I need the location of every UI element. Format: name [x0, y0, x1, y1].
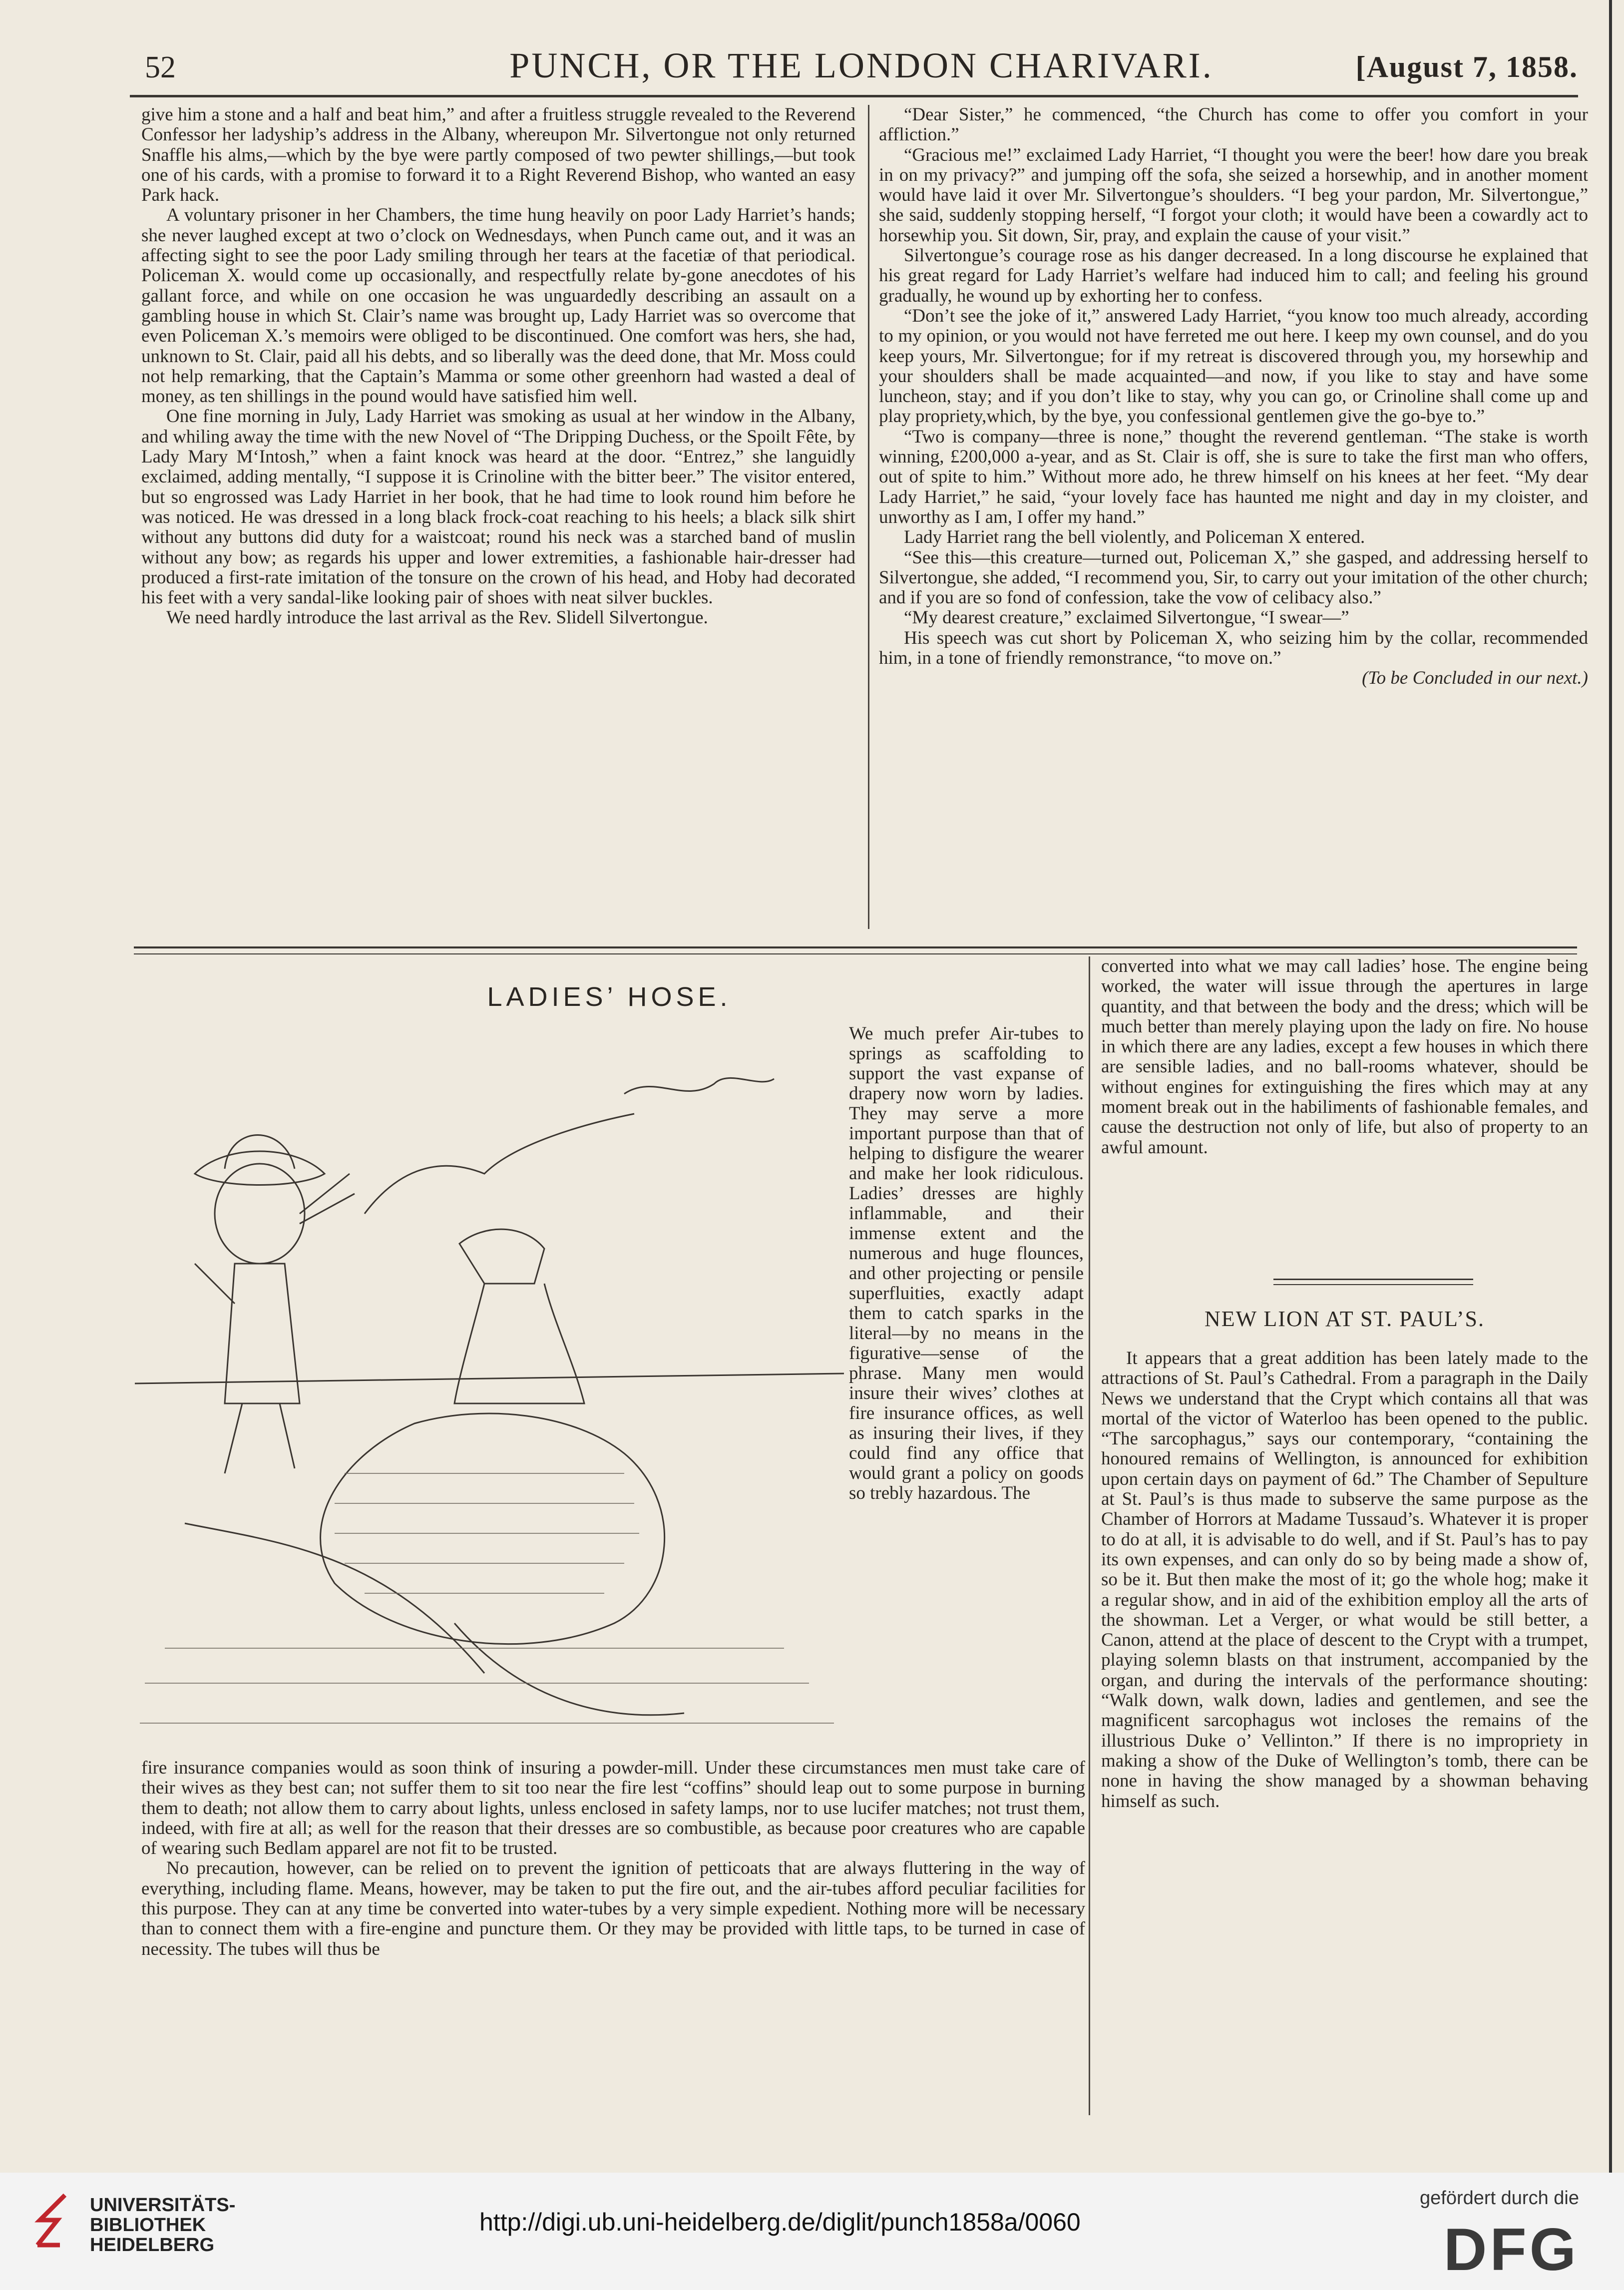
column-divider: [1089, 956, 1090, 2115]
library-name: UNIVERSITÄTS- BIBLIOTHEK HEIDELBERG: [90, 2195, 236, 2256]
permalink-url[interactable]: http://digi.ub.uni-heidelberg.de/diglit/punch1858a/0060: [479, 2208, 1081, 2236]
ladies-hose-conclusion: converted into what we may call ladies’ hose. The engine being worked, the water will issue through the apertures in large quantity, and that between the body and the dress; which will be much better than merely playing upon the lady on fire. No house in which there are any ladies, except a few houses in which there are sensible ladies, and no ball-rooms whatever, should be without engines for extinguishing the fires which may at any moment break out in the habiliments of fashionable females, and cause the destruction not only of life, but also of property to an awful amount.: [1101, 956, 1588, 1158]
ladies-hose-paragraph: fire insurance companies would as soon think of insuring a powder-mill. Under these circumstances men must take care of their wives as they best can; not suffer them to sit too near the fire lest “coffins” should leap out to some purpose in burning them to death; not allow them to carry about lights, unless enclosed in safety lamps, nor to use lucifer matches; not trust them, indeed, with fire at all; as well for the reason that their dresses are so combustible, as because poor creatures who are capable of wearing such Bedlam apparel are not fit to be trusted.: [141, 1758, 1085, 1859]
story-paragraph: Silvertongue’s courage rose as his danger decreased. In a long discourse he explained that his great regard for Lady Harriet’s welfare had induced him to call; and feeling his ground gradually, he wound up by exhorting her to confess.: [879, 245, 1588, 306]
to-be-concluded: (To be Concluded in our next.): [1362, 668, 1588, 689]
column-divider: [868, 105, 869, 929]
new-lion-paragraph: It appears that a great addition has been lately made to the attractions of St. Paul’s Cathedral. From a paragraph in the Daily News we understand that the Crypt which contains all that was mortal of the victor of Waterloo has been opened to the public. “The sarcophagus,” says our contemporary, “containing the honoured remains of Wellington, is announced for exhibition upon certain days on payment of 6d.” The Chamber of Sepulture at St. Paul’s is thus made to subserve the same purpose as the Chamber of Horrors at Madame Tussaud’s. Whatever it is proper to do at all, it is advisable to do well, and if St. Paul’s has to pay its own expenses, and can only do so by being made a show of, so be it. But then make the most of it; go the whole hog; make it a regular show, and in aid of the exhibition employ all the arts of the showman. Let a Verger, or what would be still better, a Canon, attend at the place of descent to the Crypt with a trumpet, playing solemn blasts on that instrument, accompanied by the organ, and during the intervals of the performance shouting: “Walk down, walk down, ladies and gentlemen, and see the magnificent sarcophagus wot incloses the remains of the illustrious Duke o’ Vellinton.” If there is no impropriety in making a show of the Duke of Wellington’s tomb, there can be none in having the show managed by a showman behaving himself as such.: [1101, 1348, 1588, 1812]
funded-by-label: gefördert durch die: [1420, 2188, 1579, 2209]
story-column-right: [879, 105, 1588, 689]
cartoon-illustration: [135, 1024, 844, 1758]
issue-date: [August 7, 1858.: [1355, 50, 1578, 83]
dfg-logo: DFG: [1443, 2216, 1579, 2283]
story-paragraph: We need hardly introduce the last arrival as the Rev. Slidell Silvertongue.: [166, 607, 708, 628]
header-rule: [130, 95, 1578, 97]
article-title-new-lion: NEW LION AT ST. PAUL’S.: [1204, 1307, 1485, 1331]
story-paragraph: “See this—this creature—turned out, Policeman X,” she gasped, and addressing herself to Silvertongue, she added, “I recommend you, Sir, to carry out your imitation of the other church; and if you are so fond of confession, take the vow of celibacy also.”: [879, 547, 1588, 608]
masthead-title: PUNCH, OR THE LONDON CHARIVARI.: [509, 45, 1214, 85]
story-paragraph: One fine morning in July, Lady Harriet was smoking as usual at her window in the Albany, and whiling away the time with the new Novel of “The Dripping Duchess, or the Spoilt Fête, by Lady Mary M‘Intosh,” when a faint knock was heard at the door. “Entrez,” she languidly exclaimed, adding mentally, “I suppose it is Crinoline with the bitter beer.” The visitor entered, but so engrossed was Lady Harriet in her book, that he had time to look round him before he was noticed. He was dressed in a long black frock-coat reaching to his heels; a black silk shirt without any buttons did duty for a waistcoat; round his neck was a starched band of muslin without any bow; as regards his upper and lower extremities, a fashionable hair-dresser had produced a first-rate imitation of the tonsure on the crown of his head, and Hoby had decorated his feet with a very sandal-like looking pair of shoes with neat silver buckles.: [141, 406, 855, 608]
digitization-footer: [0, 2173, 1624, 2290]
article-title-ladies-hose: LADIES’ HOSE.: [487, 982, 732, 1012]
page-number: 52: [145, 50, 176, 84]
article-separator: [1273, 1279, 1473, 1285]
ladies-hose-intro: We much prefer Air-tubes to springs as scaffolding to support the vast expanse of drapery now worn by ladies. They may serve a more important purpose than that of helping to disfigure the wearer and make her look ridiculous. Ladies’ dresses are highly inflammable, and their immense extent and the numerous and huge flounces, and other projecting or pensile superfluities, exactly adapt them to catch sparks in the literal—by no means in the figurative—sense of the phrase. Many men would insure their wives’ clothes at fire insurance offices, as well as insuring their lives, if they could find any office that would grant a policy on goods so trebly hazardous. The: [849, 1023, 1084, 1503]
story-column-left: [141, 105, 855, 628]
story-paragraph: “Don’t see the joke of it,” answered Lady Harriet, “you know too much already, according to my opinion, or you would not have ferreted me out here. I keep my own counsel, and do you keep yours, Mr. Silvertongue; for if my retreat is discovered through you, my horsewhip and your shoulders shall be made acquainted—and now, if you like to stay and have some luncheon, stay; and if you don’t like to stay, why you can go, or Crinoline shall come up and play propriety,which, by the bye, you confessional gentlemen give the go-bye to.”: [879, 305, 1588, 427]
ladies-hose-wrap-column: [849, 1024, 1084, 1503]
page-edge-rule: [1609, 0, 1612, 2173]
story-paragraph: “My dearest creature,” exclaimed Silvertongue, “I swear—”: [904, 607, 1349, 628]
story-paragraph: A voluntary prisoner in her Chambers, the time hung heavily on poor Lady Harriet’s hands; she never laughed except at two o’clock on Wednesdays, when Punch came out, and it was an affecting sight to see the poor Lady smiling through her tears at the facetiæ of that periodical. Policeman X. would come up occasionally, and respectfully relate by-gone anecdotes of his gallant force, and while on one occasion he was unguardedly describing an assault on a gambling house in which St. Clair’s name was brought up, Lady Harriet was so overcome that even Policeman X.’s memoirs were obliged to be discontinued. One comfort was hers, she had, unknown to St. Clair, paid all his debts, and so liberally was the deed done, that Mr. Moss could not help remarking, that the Captain’s Mamma or some other greenhorn had wasted a deal of money, as ten shillings in the pound would have satisfied him well.: [141, 205, 855, 407]
ladies-hose-right-column: [1101, 956, 1588, 1158]
story-paragraph: His speech was cut short by Policeman X, who seizing him by the collar, recommended him, in a tone of friendly remonstrance, “to move on.”: [879, 627, 1588, 669]
story-paragraph: “Gracious me!” exclaimed Lady Harriet, “I thought you were the beer! how dare you break in on my privacy?” and jumping off the sofa, she seized a horsewhip, and in another moment would have laid it over Mr. Silvertongue’s shoulders. “I beg your pardon, Mr. Silvertongue,” she said, suddenly stopping herself, “I forgot your cloth; it would have been a cowardly act to horsewhip you. Sit down, Sir, pray, and explain the cause of your visit.”: [879, 144, 1588, 246]
story-paragraph: “Dear Sister,” he commenced, “the Church has come to offer you comfort in your affliction.”: [879, 104, 1588, 145]
story-paragraph: “Two is company—three is none,” thought the reverend gentleman. “The stake is worth winning, £200,000 a-year, and as St. Clair is off, she is sure to take the first man who offers, out of spite to him.” Without more ado, he threw himself on his knees at her feet. “My dear Lady Harriet,” he said, “your lovely face has haunted me night and day in my cloister, and unworthy as I am, I offer my hand.”: [879, 426, 1588, 527]
university-library-logo-icon: [30, 2190, 80, 2260]
story-paragraph: give him a stone and a half and beat him,” and after a fruitless struggle revealed to the Reverend Confessor her ladyship’s address in the Albany, whereupon Mr. Silvertongue not only returned Snaffle his alms,—which by the bye were partly composed of two pewter shillings,—but took one of his cards, with a promise to forward it to a Right Reverend Bishop, who wanted an easy Park hack.: [141, 104, 855, 206]
story-paragraph: Lady Harriet rang the bell violently, and Policeman X entered.: [904, 527, 1365, 548]
ladies-hose-paragraph: No precaution, however, can be relied on to prevent the ignition of petticoats that are always fluttering in the way of everything, including flame. Means, however, may be taken to put the fire out, and the air-tubes afford peculiar facilities for this purpose. They can at any time be converted into water-tubes by a very simple expedient. Nothing more will be necessary than to connect them with a fire-engine and puncture them. Or they may be provided with little taps, to be turned in case of necessity. The tubes will thus be: [141, 1858, 1085, 1959]
ladies-hose-continued: [141, 1758, 1085, 1959]
new-lion-column: [1101, 1349, 1588, 1812]
section-rule: [134, 946, 1577, 954]
